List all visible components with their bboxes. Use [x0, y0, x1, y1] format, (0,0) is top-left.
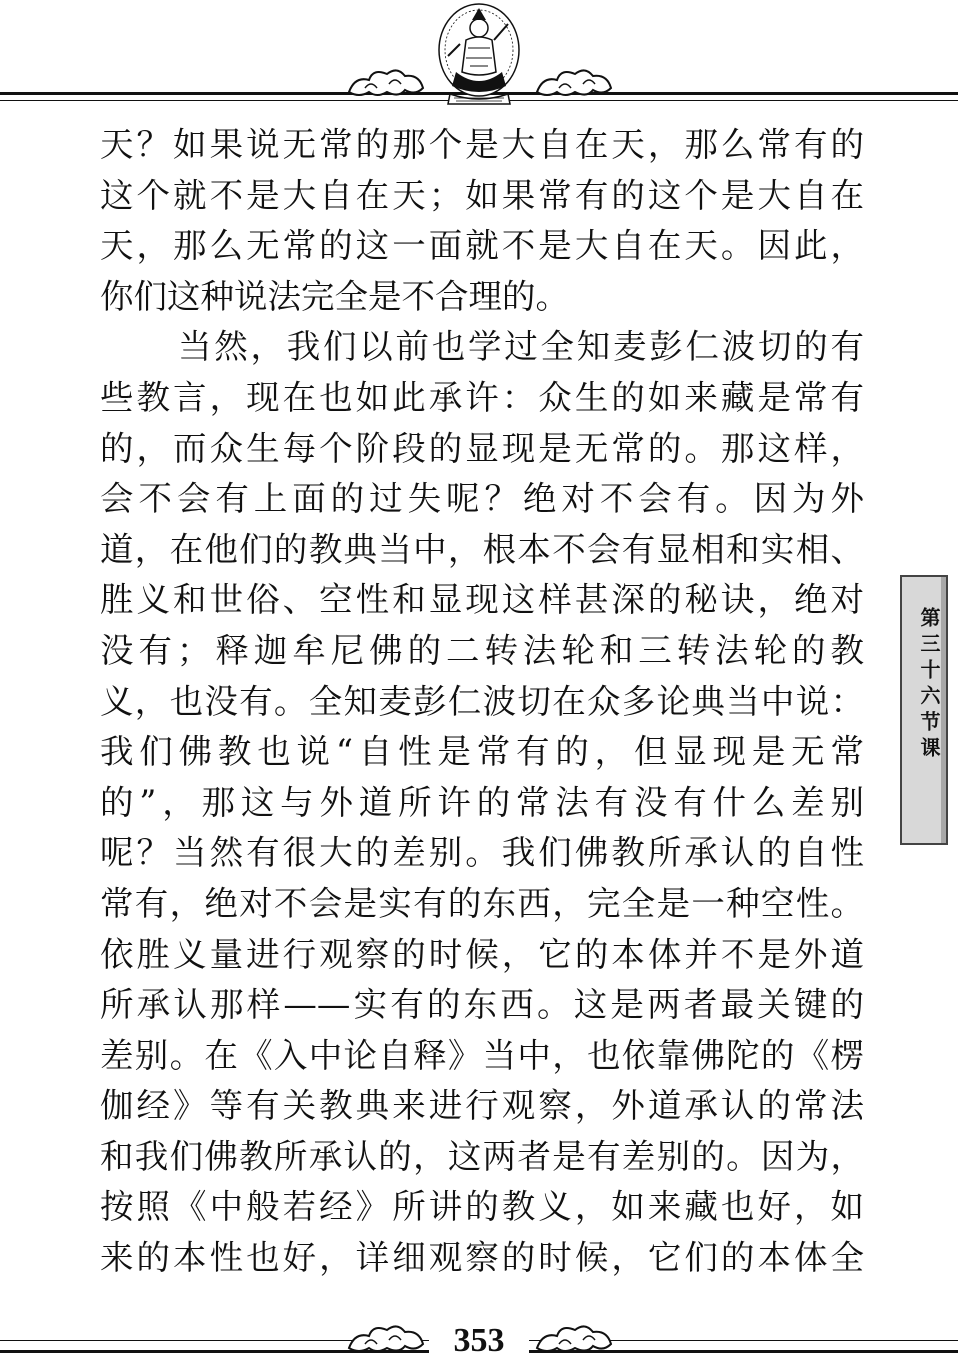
- text-line: 些教言，现在也如此承许：众生的如来藏是常有: [100, 377, 864, 417]
- text-line: 当然，我们以前也学过全知麦彭仁波切的有: [178, 327, 864, 367]
- text-line: 依胜义量进行观察的时候，它的本体并不是外道: [100, 934, 864, 974]
- text-line: 这个就不是大自在天；如果常有的这个是大自在: [100, 175, 864, 215]
- cloud-scroll-icon: [533, 1322, 615, 1356]
- text-line: 道，在他们的教典当中，根本不会有显相和实相、: [100, 529, 864, 569]
- text-line: 的，而众生每个阶段的显现是无常的。那这样，: [100, 428, 864, 468]
- text-line: 差别。在《入中论自释》当中，也依靠佛陀的《楞: [100, 1035, 864, 1075]
- text-line: 按照《中般若经》所讲的教义，如来藏也好，如: [100, 1187, 864, 1227]
- cloud-scroll-icon: [533, 66, 615, 100]
- text-line: 和我们佛教所承认的，这两者是有差别的。因为，: [100, 1136, 864, 1176]
- text-line: 义，也没有。全知麦彭仁波切在众多论典当中说：: [100, 681, 864, 721]
- deity-figure-icon: [430, 0, 528, 108]
- text-line: 你们这种说法完全是不合理的。: [100, 276, 569, 316]
- text-line: 来的本性也好，详细观察的时候，它们的本体全: [100, 1238, 864, 1278]
- text-line: 的”，那这与外道所许的常法有没有什么差别: [100, 782, 864, 822]
- body-text: [100, 120, 864, 1284]
- text-line: 呢？当然有很大的差别。我们佛教所承认的自性: [100, 833, 864, 873]
- text-line: 所承认那样——实有的东西。这是两者最关键的: [100, 985, 864, 1025]
- cloud-scroll-icon: [345, 66, 427, 100]
- chapter-side-tab: [900, 575, 948, 845]
- page-number: 353: [429, 1318, 529, 1364]
- text-line: 天？如果说无常的那个是大自在天，那么常有的: [100, 125, 864, 164]
- page-header: [0, 0, 958, 110]
- text-line: 常有，绝对不会是实有的东西，完全是一种空性。: [100, 883, 864, 923]
- text-line: 没有；释迦牟尼佛的二转法轮和三转法轮的教: [100, 630, 864, 670]
- text-line: 伽经》等有关教典来进行观察，外道承认的常法: [100, 1086, 864, 1126]
- text-line: 天，那么无常的这一面就不是大自在天。因此，: [100, 226, 864, 266]
- text-line: 胜义和世俗、空性和显现这样甚深的秘诀，绝对: [100, 580, 864, 620]
- text-line: 我们佛教也说“自性是常有的，但显现是无常: [100, 732, 864, 772]
- cloud-scroll-icon: [345, 1322, 427, 1356]
- chapter-tab-label: 第三十六节课: [917, 607, 941, 763]
- text-line: 会不会有上面的过失呢？绝对不会有。因为外: [100, 479, 864, 519]
